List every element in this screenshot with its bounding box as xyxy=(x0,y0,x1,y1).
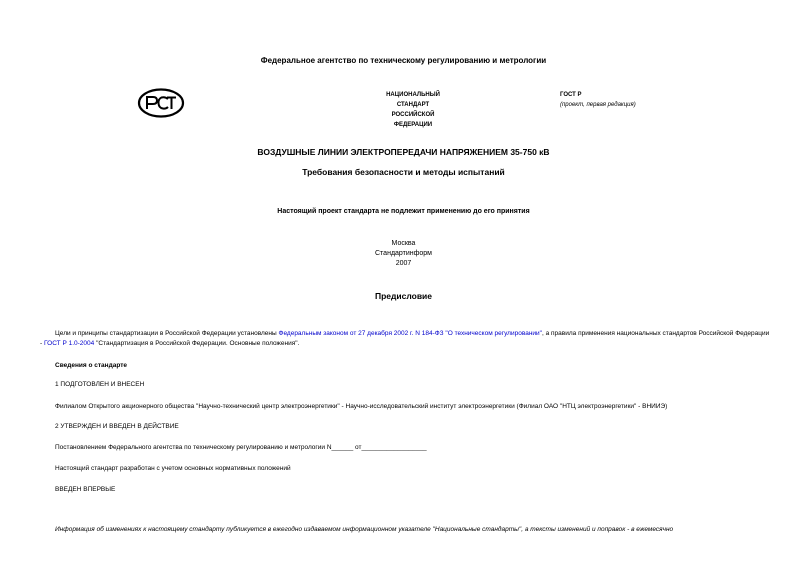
development-note: Настоящий стандарт разработан с учетом основных нормативных положений xyxy=(55,465,291,472)
national-standard-line: ФЕДЕРАЦИИ xyxy=(393,122,433,128)
intro-text: Цели и принципы стандартизации в Российской Федерации установлены xyxy=(55,330,279,337)
publication-publisher: Стандартинформ xyxy=(375,250,432,257)
gost-label: ГОСТ Р xyxy=(560,92,582,98)
gost-block xyxy=(560,90,636,110)
introduced-first: ВВЕДЕН ВПЕРВЫЕ xyxy=(55,486,116,493)
national-standard-line: СТАНДАРТ xyxy=(396,102,430,108)
national-standard-line: РОССИЙСКОЙ xyxy=(391,112,435,118)
publication-year: 2007 xyxy=(395,260,412,267)
preface-heading: Предисловие xyxy=(374,291,433,301)
intro-text: , а правила применения национальных стандартов Российской Федерации - xyxy=(40,330,770,347)
intro-text: "Стандартизация в Российской Федерации. Основные положения". xyxy=(94,340,300,347)
gost-link[interactable]: ГОСТ Р 1.0-2004 xyxy=(43,340,95,347)
federal-law-link[interactable]: Федеральным законом от 27 декабря 2002 г. N 184-ФЗ "О техническом регулировании" xyxy=(278,330,542,337)
item-prepared-text: Филиалом Открытого акционерного общества "Научно-технический центр электроэнергетики" - Научно-исследовательский институт электроэнергетики (Филиал ОАО "НТЦ электроэнергетики" - ВНИИЭ) xyxy=(55,403,668,410)
national-standard-line: НАЦИОНАЛЬНЫЙ xyxy=(386,92,440,98)
document-title: ВОЗДУШНЫЕ ЛИНИИ ЭЛЕКТРОПЕРЕДАЧИ НАПРЯЖЕНИЕМ 35-750 кВ xyxy=(257,147,550,157)
item-approved-text: Постановлением Федерального агентства по техническому регулированию и метрологии N______ от__________________ xyxy=(55,444,427,451)
draft-notice: Настоящий проект стандарта не подлежит применению до его принятия xyxy=(277,208,530,215)
agency-name: Федеральное агентство по техническому регулированию и метрологии xyxy=(260,56,547,65)
document-subtitle: Требования безопасности и методы испытаний xyxy=(302,167,505,177)
standard-info-heading: Сведения о стандарте xyxy=(55,362,128,369)
item-prepared: 1 ПОДГОТОВЛЕН И ВНЕСЕН xyxy=(55,381,145,388)
pct-certification-logo-icon xyxy=(137,88,185,118)
publication-info xyxy=(0,239,807,269)
gost-note: (проект, первая редакция) xyxy=(560,102,636,108)
item-approved: 2 УТВЕРЖДЕН И ВВЕДЕН В ДЕЙСТВИЕ xyxy=(55,423,179,430)
preface-intro xyxy=(40,329,770,349)
publication-city: Москва xyxy=(391,240,416,247)
changes-info: Информация об изменениях к настоящему стандарту публикуется в ежегодно издаваемом информационном указателе "Национальные стандарты", а тексты изменений и поправок - в ежемесячно xyxy=(55,526,674,533)
national-standard-label xyxy=(373,90,453,130)
